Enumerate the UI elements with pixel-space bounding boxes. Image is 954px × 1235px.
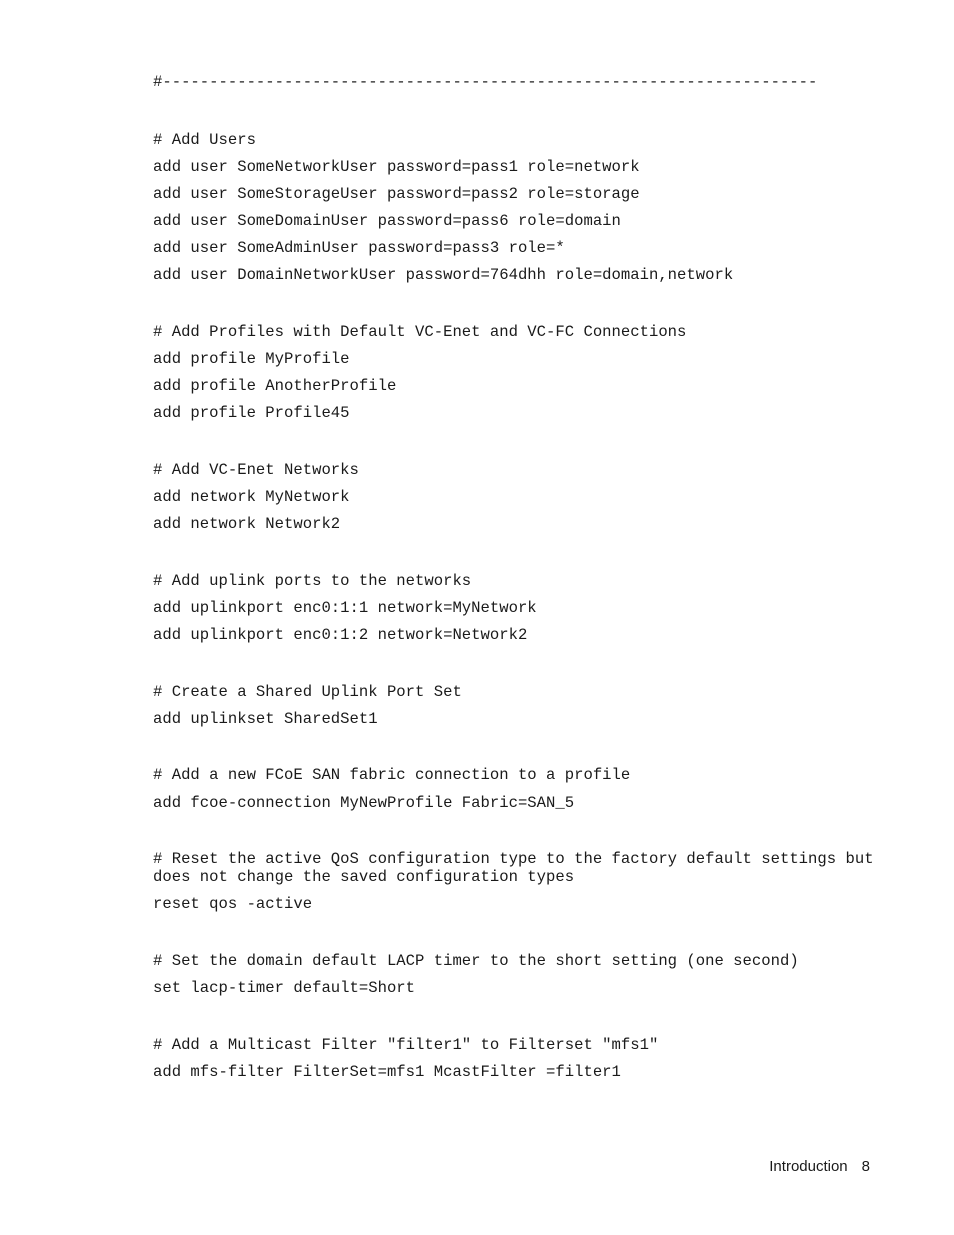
command-line: add mfs-filter FilterSet=mfs1 McastFilter =filter1 [153, 1063, 621, 1081]
page-number: 8 [861, 1158, 870, 1175]
command-line: reset qos -active [153, 895, 313, 913]
command-line: add user SomeNetworkUser password=pass1 role=network [153, 158, 640, 176]
command-line: add network MyNetwork [153, 488, 350, 506]
command-line: add uplinkport enc0:1:1 network=MyNetwork [153, 599, 537, 617]
command-line: add uplinkset SharedSet1 [153, 710, 378, 728]
comment-add-users: # Add Users [153, 131, 256, 149]
footer-section-title: Introduction [769, 1158, 848, 1175]
command-line: add user DomainNetworkUser password=764dhh role=domain,network [153, 266, 734, 284]
comment-add-profiles: # Add Profiles with Default VC-Enet and VC-FC Connections [153, 323, 687, 341]
command-line: add profile MyProfile [153, 350, 350, 368]
command-line: add uplinkport enc0:1:2 network=Network2 [153, 626, 528, 644]
command-line: add user SomeAdminUser password=pass3 role=* [153, 239, 565, 257]
comment-reset-qos-continued: does not change the saved configuration types [153, 868, 575, 886]
comment-add-networks: # Add VC-Enet Networks [153, 461, 359, 479]
comment-add-fcoe: # Add a new FCoE SAN fabric connection to a profile [153, 766, 631, 784]
command-line: add fcoe-connection MyNewProfile Fabric=SAN_5 [153, 794, 575, 812]
separator-line: #---------------------------------------------------------------------- [153, 73, 818, 91]
command-line: add user SomeStorageUser password=pass2 role=storage [153, 185, 640, 203]
comment-add-uplink-ports: # Add uplink ports to the networks [153, 572, 472, 590]
page-footer [769, 1158, 870, 1175]
comment-add-mfs-filter: # Add a Multicast Filter "filter1" to Filterset "mfs1" [153, 1036, 659, 1054]
command-line: set lacp-timer default=Short [153, 979, 416, 997]
command-line: add network Network2 [153, 515, 341, 533]
command-line: add profile Profile45 [153, 404, 350, 422]
comment-set-lacp-timer: # Set the domain default LACP timer to the short setting (one second) [153, 952, 799, 970]
command-line: add user SomeDomainUser password=pass6 role=domain [153, 212, 621, 230]
comment-create-uplinkset: # Create a Shared Uplink Port Set [153, 683, 462, 701]
command-line: add profile AnotherProfile [153, 377, 397, 395]
comment-reset-qos: # Reset the active QoS configuration type to the factory default settings but [153, 850, 874, 868]
